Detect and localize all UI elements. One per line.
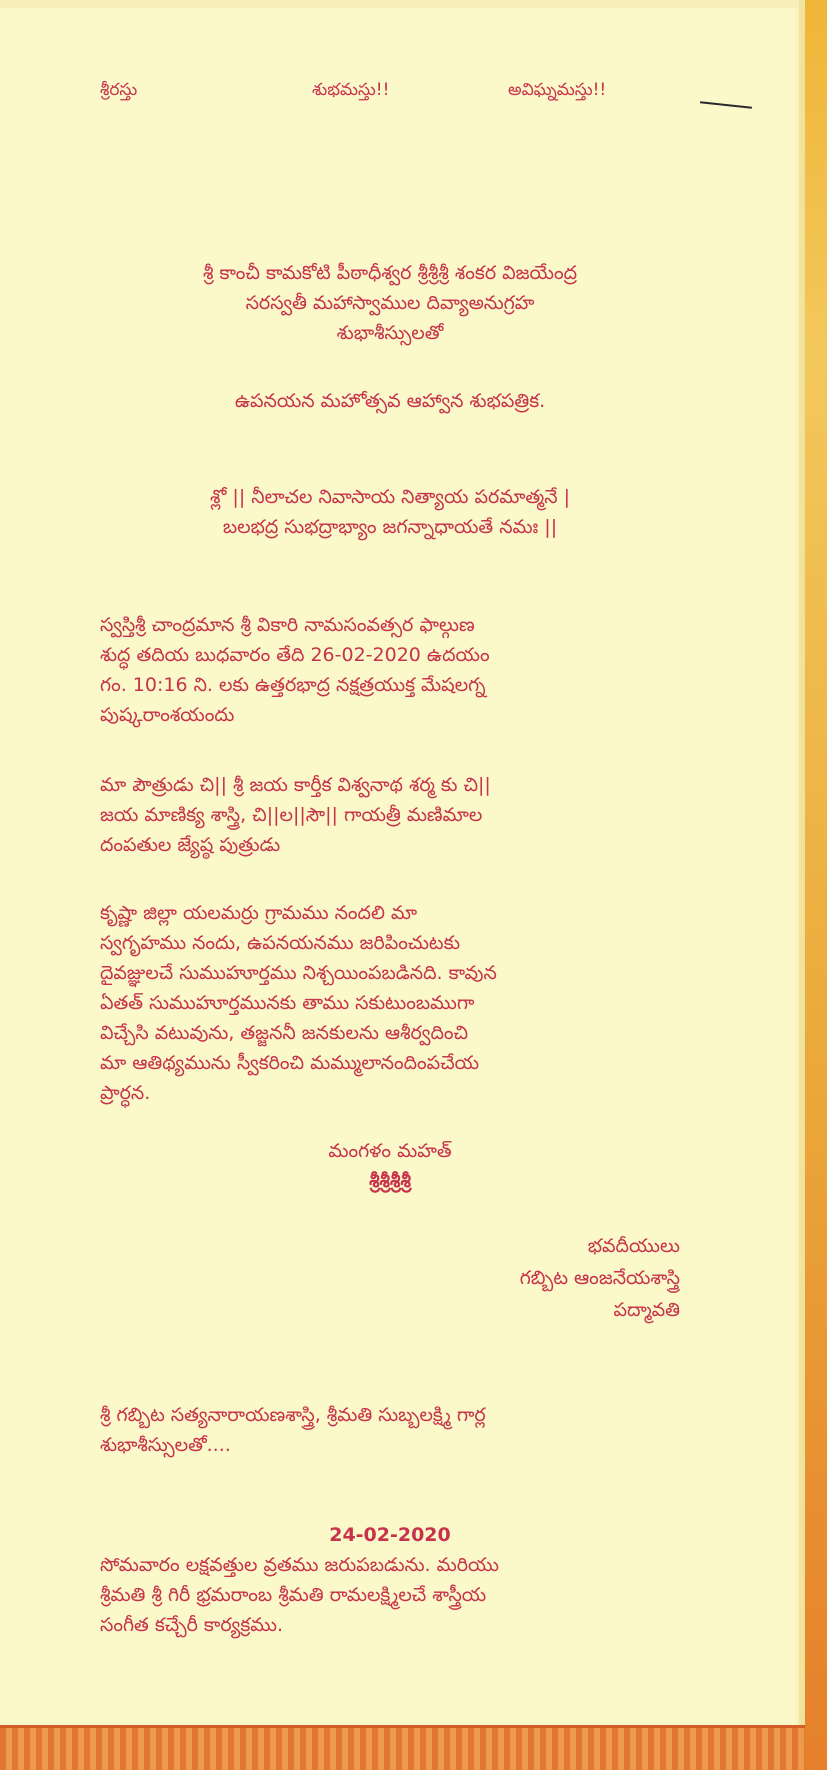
card-top-edge [0,0,805,8]
body-line: స్వగృహము నందు, ఉపనయనము జరిపించుటకు [100,932,461,954]
shloka-line: బలభద్ర సుభద్రాభ్యాం జగన్నాధాయతే నమః || [222,516,558,538]
shloka-line: శ్లో || నీలాచల నివాసాయ నిత్యాయ పరమాత్మనే | [210,486,570,508]
grandparents-block [100,1400,680,1460]
invitation-body [100,898,680,1108]
card-right-border [805,0,827,1770]
body-line: కృష్ణా జిల్లా యలమర్రు గ్రామము నందలి మా [100,902,418,924]
muhurtham-line: గం. 10:16 ని. లకు ఉత్తరభాద్ర నక్షత్రయుక్త మేషలగ్న [100,674,486,696]
closing-block [100,1136,680,1196]
prior-event-line: శ్రీమతి శ్రీ గిరీ భ్రమరాంబ శ్రీమతి రామలక్ష్మిలచే శాస్త్రీయ [100,1584,487,1606]
body-line: ఏతత్ సుముహూర్తమునకు తాము సకుటుంబముగా [100,992,475,1014]
patronage-line: సరస్వతీ మహాస్వాముల దివ్యాఅనుగ్రహ [245,292,535,314]
invitation-title [100,386,680,416]
grandparents-line: శ్రీ గబ్బిట సత్యనారాయణశాస్త్రి, శ్రీమతి సుబ్బలక్ష్మి గార్ల [100,1404,486,1426]
blessing-shrirastu: శ్రీరస్తు [100,80,138,100]
prior-event-date: 24-02-2020 [329,1524,451,1546]
boy-line: జయ మాణిక్య శాస్త్రి, చి||ల||సౌ|| గాయత్రీ మణిమాల [100,804,483,826]
grandparents-line: శుభాశీస్సులతో.... [100,1434,231,1456]
muhurtham-line: స్వస్తిశ్రీ చాంద్రమాన శ్రీ వికారి నామసంవత్సర ఫాల్గుణ [100,614,475,636]
patronage-line: శుభాశీస్సులతో [336,322,444,344]
boy-details-block [100,770,680,860]
prior-event-line: సోమవారం లక్షవత్తుల వ్రతము జరుపబడును. మరియు [100,1554,499,1576]
signature-name-2: పద్మావతి [613,1299,680,1321]
title-text: ఉపనయన మహోత్సవ ఆహ్వాన శుభపత్రిక. [234,390,546,412]
body-line: విచ్చేసి వటువును, తజ్జననీ జనకులను ఆశీర్వదించి [100,1022,469,1044]
body-line: ప్రార్ధన. [100,1082,151,1104]
prior-event-line: సంగీత కచ్చేరీ కార్యక్రము. [100,1614,283,1636]
header-blessings [100,80,680,114]
signature-name-1: గబ్బిట ఆంజనేయశాస్త్రి [519,1267,680,1289]
patronage-line: శ్రీ కాంచీ కామకోటి పీఠాధీశ్వర శ్రీశ్రీశ్రీ శంకర విజయేంద్ర [202,262,578,284]
body-line: మా ఆతిథ్యమును స్వీకరించి మమ్ములానందింపచేయ [100,1052,480,1074]
boy-line: మా పౌత్రుడు చి|| శ్రీ జయ కార్తీక విశ్వనాథ శర్మ కు చి|| [100,774,491,796]
patronage-block [100,258,680,348]
decorative-bottom-border [0,1725,805,1770]
boy-line: దంపతుల జ్యేష్ఠ పుత్రుడు [100,834,281,856]
muhurtham-line: పుష్కరాంశయందు [100,704,235,726]
prior-event-block [100,1520,680,1640]
pen-mark [700,101,752,108]
mangalam-text: మంగళం మహత్ [328,1140,452,1162]
blessing-shubhamastu: శుభమస్తు!! [312,80,390,100]
blessing-avighnamastu: అవిఘ్నమస్తు!! [508,80,607,100]
yours-text: భవదీయులు [587,1235,680,1257]
body-line: దైవజ్ఞులచే సుముహూర్తము నిశ్చయింపబడినది. కావున [100,962,497,984]
signature-block [400,1230,680,1326]
shri-text: శ్రీశ్రీశ్రీశ్రీ [369,1170,411,1192]
shloka-block [100,482,680,542]
muhurtham-line: శుద్ధ తదియ బుధవారం తేది 26-02-2020 ఉదయం [100,644,490,666]
muhurtham-block [100,610,680,730]
